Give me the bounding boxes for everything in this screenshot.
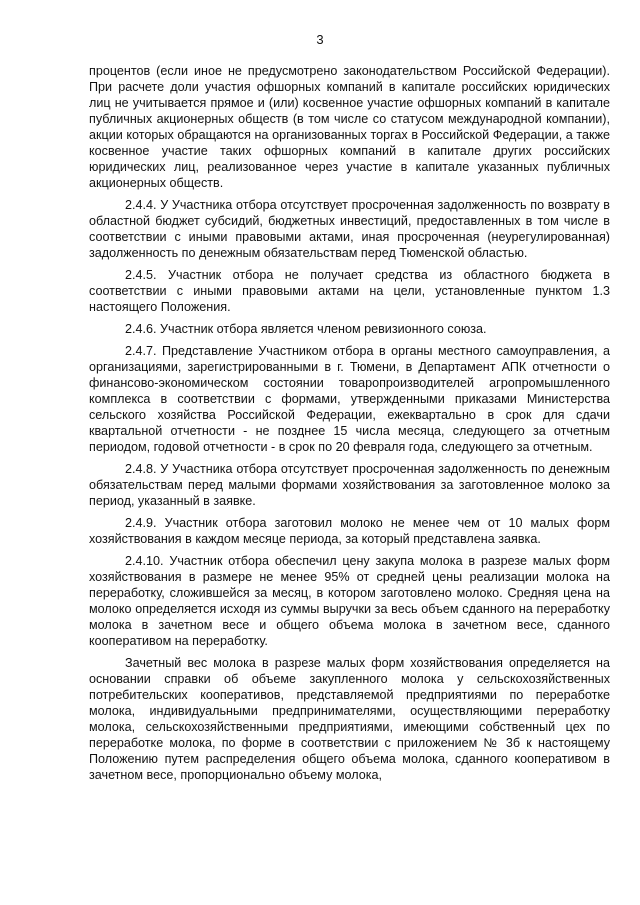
paragraph-2-4-4: 2.4.4. У Участника отбора отсутствует просроченная задолженность по возврату в областной бюджет субсидий, бюджетных инвестиций, предоставленных в том числе в соответствии с иными правовыми актами, иная просроченная (неурегулированная) задолженность по денежным обязательствам перед Тюменской областью. [89, 198, 610, 260]
document-body [89, 63, 610, 783]
paragraph-2-4-6: 2.4.6. Участник отбора является членом ревизионного союза. [125, 322, 487, 336]
page-number: 3 [316, 32, 324, 47]
paragraph-zachetnyi-ves: Зачетный вес молока в разрезе малых форм хозяйствования определяется на основании справки об объеме закупленного молока у сельскохозяйственных потребительских кооперативов, представляемой предприятиями по переработке молока, индивидуальными предпринимателями, осуществляющими переработку молока, сельскохозяйственными предприятиями, имеющими собственный цех по переработке молока, по форме в соответствии с приложением № 3б к настоящему Положению путем распределения общего объема молока, сданного кооперативом в зачетном весе, пропорционально объему молока, [89, 656, 610, 782]
paragraph-2-4-10: 2.4.10. Участник отбора обеспечил цену закупа молока в разрезе малых форм хозяйствования в размере не менее 95% от средней цены реализации молока на переработку, сложившейся за месяц, в котором заготовлено молоко. Средняя цена на молоко определяется исходя из суммы выручки за весь объем сданного на переработку молока в зачетном весе и общего объема молока в зачетном весе, сданного кооперативом на переработку. [89, 554, 610, 648]
paragraph-2-4-9: 2.4.9. Участник отбора заготовил молоко не менее чем от 10 малых форм хозяйствования в каждом месяце периода, за который представлена заявка. [89, 516, 610, 546]
paragraph-2-4-5: 2.4.5. Участник отбора не получает средства из областного бюджета в соответствии с иными правовыми актами на цели, установленные пунктом 1.3 настоящего Положения. [89, 268, 610, 314]
paragraph-continuation: процентов (если иное не предусмотрено законодательством Российской Федерации). При расчете доли участия офшорных компаний в капитале российских юридических лиц не учитывается прямое и (или) косвенное участие офшорных компаний в капитале публичных акционерных обществ (в том числе со статусом международной компании), акции которых обращаются на организованных торгах в Российской Федерации, а также косвенное участие таких офшорных компаний в капитале других российских юридических лиц, реализованное через участие в капитале указанных публичных акционерных обществ. [89, 64, 610, 190]
paragraph-2-4-8: 2.4.8. У Участника отбора отсутствует просроченная задолженность по денежным обязательствам перед малыми формами хозяйствования за заготовленное молоко за период, указанный в заявке. [89, 462, 610, 508]
paragraph-2-4-7: 2.4.7. Представление Участником отбора в органы местного самоуправления, а организациями, зарегистрированными в г. Тюмени, в Департамент АПК отчетности о финансово-экономическом состоянии товаропроизводителей агропромышленного комплекса в соответствии с формами, утвержденными приказами Министерства сельского хозяйства Российской Федерации, ежеквартально в срок для сдачи квартальной отчетности - не позднее 15 числа месяца, следующего за отчетным периодом, годовой отчетности - в срок по 20 февраля года, следующего за отчетным. [89, 344, 610, 454]
